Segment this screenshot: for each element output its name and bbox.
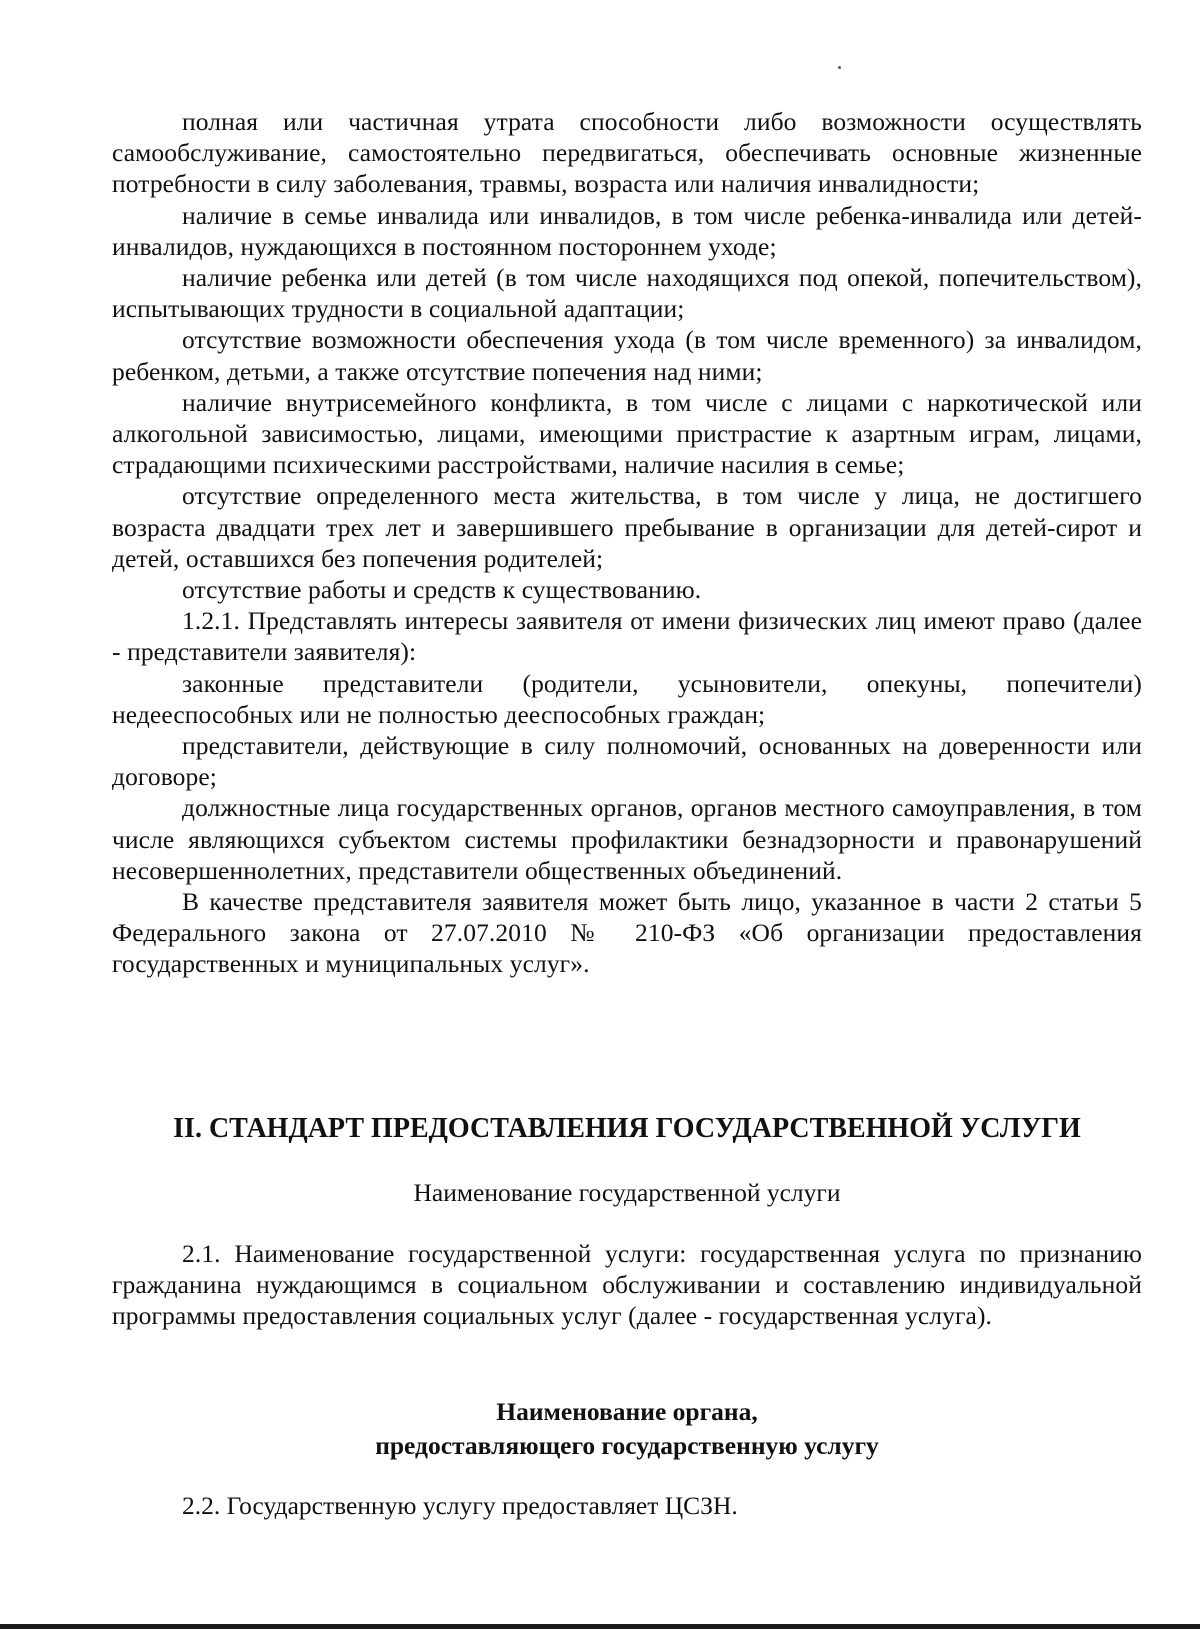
paragraph: В качестве представителя заявителя может быть лицо, указанное в части 2 статьи 5 Федерального закона от 27.07.2010 № 210-ФЗ «Об организации предоставления государственных и муниципальных услуг».	[112, 887, 1142, 979]
paragraph-2-2: 2.2. Государственную услугу предоставляет ЦСЗН.	[182, 1491, 738, 1520]
section-2-1	[112, 1238, 1142, 1332]
paragraph: наличие внутрисемейного конфликта, в том числе с лицами с наркотической или алкогольной зависимостью, лицами, имеющими пристрастие к азартным играм, лицами, страдающими психическими расстройствами, наличие насилия в семье;	[112, 387, 1142, 480]
paragraph: отсутствие определенного места жительства, в том числе у лица, не достигшего возраста двадцати трех лет и завершившего пребывание в организации для детей-сирот и детей, оставшихся без попечения родителей;	[112, 481, 1142, 573]
paragraph: законные представители (родители, усыновители, опекуны, попечители) недееспособных или не полностью дееспособных граждан;	[112, 668, 1142, 729]
scan-speck	[838, 66, 841, 69]
subheading-authority	[112, 1395, 1142, 1463]
paragraph-2-1: 2.1. Наименование государственной услуги: государственная услуга по признанию гражданина нуждающимся в социальном обслуживании и составлению индивидуальной программы предоставления социальных услуг (далее - государственная услуга).	[112, 1239, 1142, 1331]
document-body	[112, 106, 1142, 980]
subheading-authority-line-2: предоставляющего государственную услугу	[375, 1431, 879, 1460]
paragraph: отсутствие работы и средств к существованию.	[182, 575, 702, 605]
scan-edge-line	[0, 1624, 1200, 1629]
paragraph: должностные лица государственных органов, органов местного самоуправления, в том числе являющихся субъектом системы профилактики безнадзорности и правонарушений несовершеннолетних, представители общественных объединений.	[112, 793, 1142, 885]
paragraph: наличие в семье инвалида или инвалидов, в том числе ребенка-инвалида или детей-инвалидов, нуждающихся в постоянном постороннем уходе;	[112, 200, 1142, 261]
subheading-service-name: Наименование государственной услуги	[413, 1178, 841, 1207]
paragraph: 1.2.1. Представлять интересы заявителя от имени физических лиц имеют право (далее - представители заявителя):	[112, 606, 1142, 667]
subheading-authority-line-1: Наименование органа,	[496, 1397, 758, 1426]
paragraph: наличие ребенка или детей (в том числе находящихся под опекой, попечительством), испытывающих трудности в социальной адаптации;	[112, 263, 1142, 324]
section-title: II. СТАНДАРТ ПРЕДОСТАВЛЕНИЯ ГОСУДАРСТВЕННОЙ УСЛУГИ	[173, 1113, 1081, 1144]
paragraph: полная или частичная утрата способности либо возможности осуществлять самообслуживание, самостоятельно передвигаться, обеспечивать основные жизненные потребности в силу заболевания, травмы, возраста или наличия инвалидности;	[112, 107, 1142, 199]
paragraph: отсутствие возможности обеспечения ухода (в том числе временного) за инвалидом, ребенком, детьми, а также отсутствие попечения над ними;	[112, 325, 1142, 386]
paragraph: представители, действующие в силу полномочий, основанных на доверенности или договоре;	[112, 731, 1142, 792]
